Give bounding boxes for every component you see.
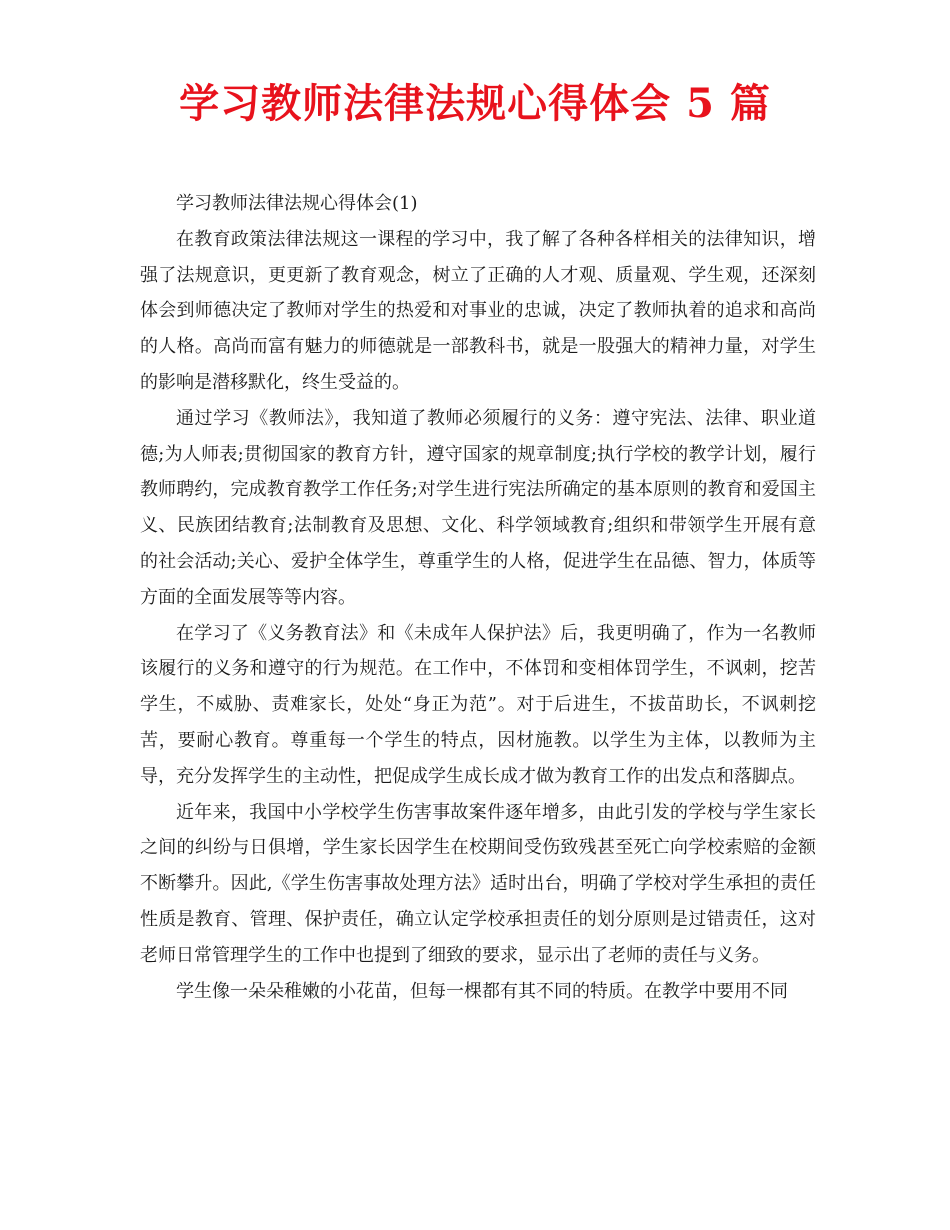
paragraph: 学生像一朵朵稚嫩的小花苗，但每一棵都有其不同的特质。在教学中要用不同 bbox=[176, 980, 788, 1002]
paragraph: 近年来，我国中小学校学生伤害事故案件逐年增多，由此引发的学校与学生家长之间的纠纷与日俱增，学生家长因学生在校期间受伤致残甚至死亡向学校索赔的金额不断攀升。因此,《学生伤害事故处理方法》适时出台，明确了学校对学生承担的责任性质是教育、管理、保护责任，确立认定学校承担责任的划分原则是过错责任，这对老师日常管理学生的工作中也提到了细致的要求，显示出了老师的责任与义务。 bbox=[140, 801, 816, 966]
paragraph: 在教育政策法律法规这一课程的学习中，我了解了各种各样相关的法律知识，增强了法规意识，更更新了教育观念，树立了正确的人才观、质量观、学生观，还深刻体会到师德决定了教师对学生的热爱和对事业的忠诚，决定了教师执着的追求和高尚的人格。高尚而富有魅力的师德就是一部教科书，就是一股强大的精神力量，对学生的影响是潜移默化，终生受益的。 bbox=[140, 228, 816, 393]
document-body bbox=[140, 186, 816, 1009]
paragraph: 在学习了《义务教育法》和《未成年人保护法》后，我更明确了，作为一名教师该履行的义务和遵守的行为规范。在工作中，不体罚和变相体罚学生，不讽刺，挖苦学生，不威胁、责难家长，处处“身正为范”。对于后进生，不拔苗助长，不讽刺挖苦，要耐心教育。尊重每一个学生的特点，因材施教。以学生为主体，以教师为主导，充分发挥学生的主动性，把促成学生成长成才做为教育工作的出发点和落脚点。 bbox=[140, 622, 816, 787]
document-title: 学习教师法律法规心得体会 5 篇 bbox=[179, 80, 771, 127]
paragraph: 通过学习《教师法》，我知道了教师必须履行的义务：遵守宪法、法律、职业道德;为人师表;贯彻国家的教育方针，遵守国家的规章制度;执行学校的教学计划，履行教师聘约，完成教育教学工作任务;对学生进行宪法所确定的基本原则的教育和爱国主义、民族团结教育;法制教育及思想、文化、科学领域教育;组织和带领学生开展有意的社会活动;关心、爱护全体学生，尊重学生的人格，促进学生在品德、智力，体质等方面的全面发展等等内容。 bbox=[140, 407, 816, 608]
section-heading: 学习教师法律法规心得体会(1) bbox=[176, 193, 418, 214]
